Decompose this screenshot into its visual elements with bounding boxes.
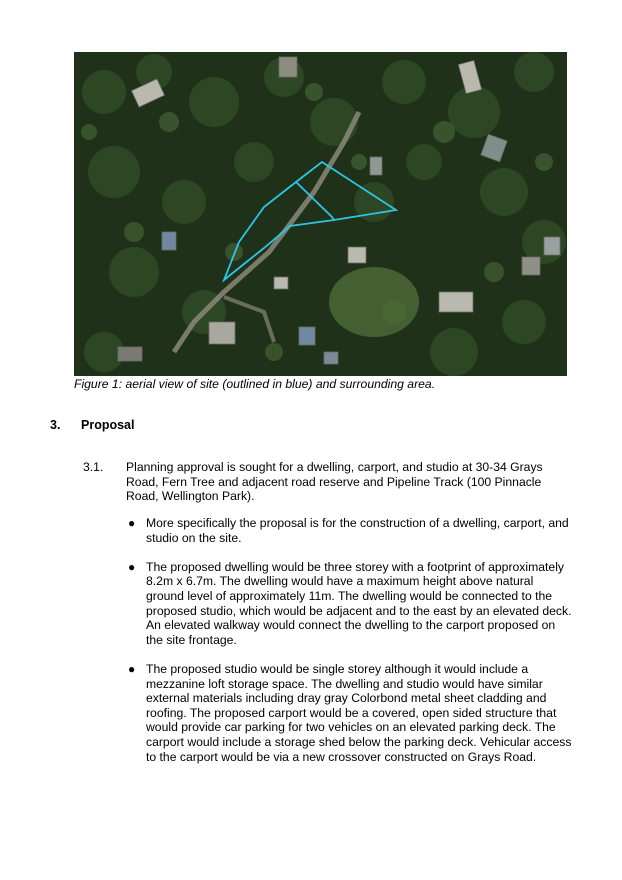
bullet-text: The proposed dwelling would be three storey with a footprint of approximately 8.2m x 6.7m. The dwelling would have a maximum height above natural ground level of approximately 11m. The dwelling would be connected to the proposed studio, which would be adjacent and to the east by an elevated deck. An elevated walkway would connect the dwelling to the carport proposed on the site frontage. (146, 559, 572, 647)
figure-caption: Figure 1: aerial view of site (outlined in blue) and surrounding area. (74, 377, 436, 391)
bullet-icon: ● (128, 516, 136, 530)
section-title: Proposal (81, 418, 135, 432)
bullet-text: More specifically the proposal is for the construction of a dwelling, carport, and studio on the site. (146, 516, 569, 545)
section-number: 3. (50, 418, 61, 432)
bullet-icon: ● (128, 559, 136, 574)
paragraph-text: Planning approval is sought for a dwelling, carport, and studio at 30-34 Grays Road, Fern Tree and adjacent road reserve and Pipeline Track (100 Pinnacle Road, Wellington Park). (126, 460, 543, 504)
clearing (329, 267, 419, 337)
aerial-photo (74, 52, 567, 376)
list-item (126, 662, 572, 764)
bullet-icon: ● (128, 661, 136, 676)
bullet-text: The proposed studio would be single storey although it would include a mezzanine loft storage space. The dwelling and studio would have similar external materials including dray gray Colorbond metal sheet cladding and roofing. The proposed carport would be a covered, open sided structure that would provide car parking for two vehicles on an elevated parking deck. The carport would include a storage shed below the parking deck. Vehicular access to the carport would be via a new crossover constructed on Grays Road. (146, 661, 572, 764)
paragraph-number: 3.1. (83, 460, 104, 474)
bullet-list (126, 516, 572, 779)
list-item (126, 560, 572, 648)
list-item (126, 516, 572, 545)
